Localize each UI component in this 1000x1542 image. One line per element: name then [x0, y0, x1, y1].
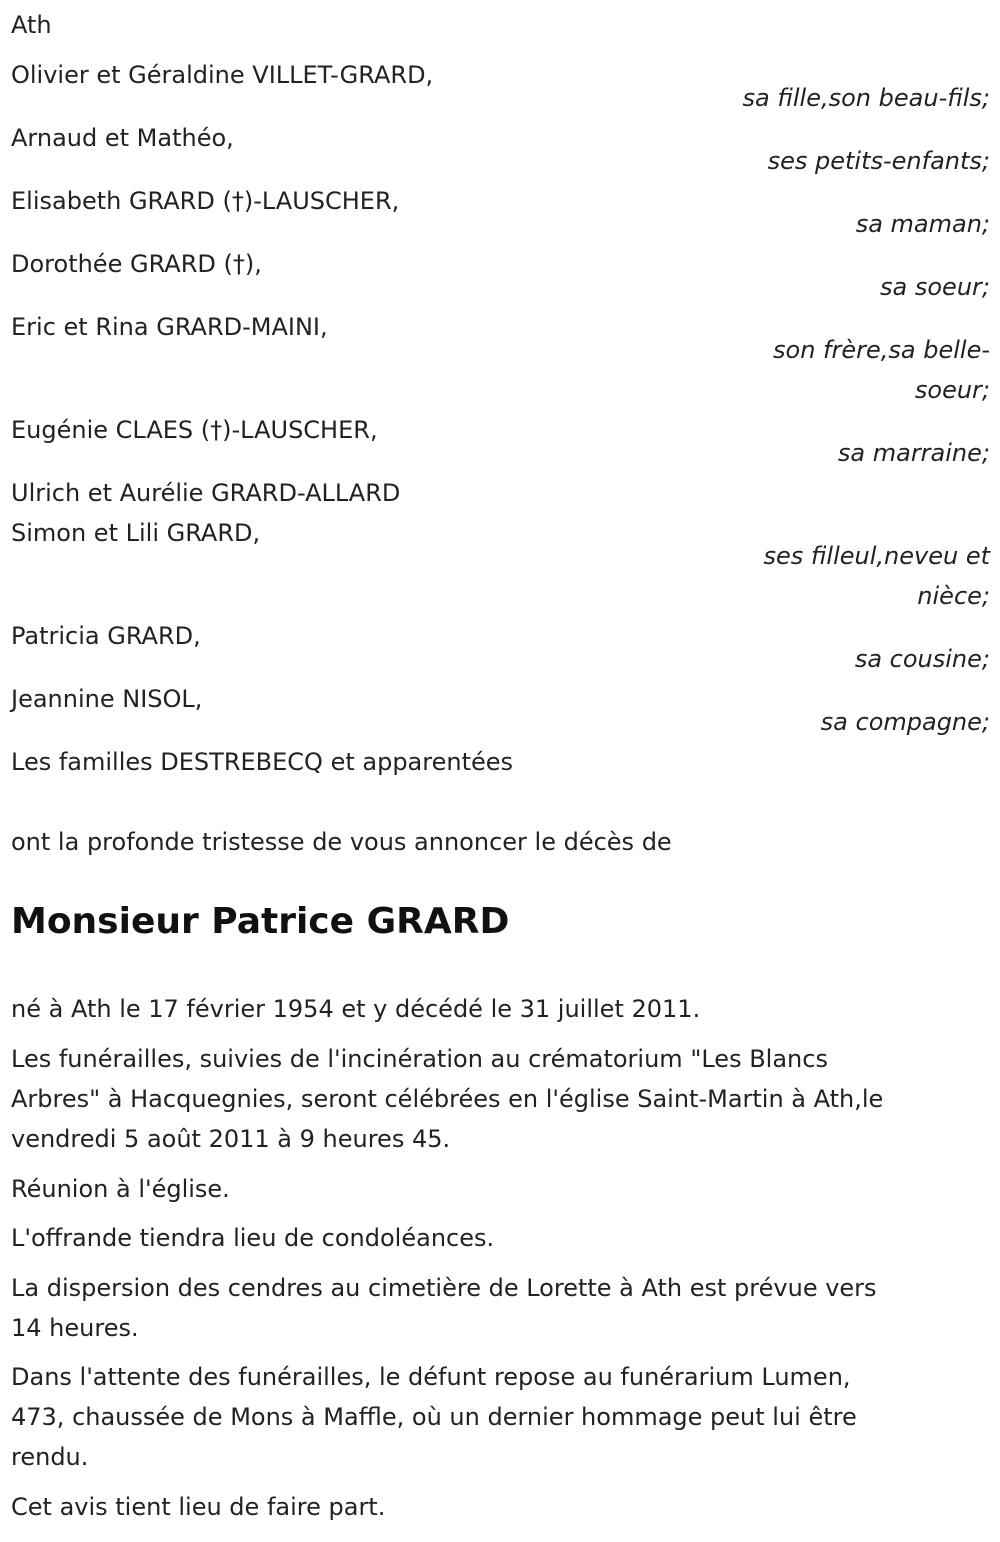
- family-relation: ses petits-enfants;: [767, 147, 990, 175]
- family-name: Olivier et Géraldine VILLET-GRARD,: [11, 61, 434, 89]
- family-relation: sa fille,son beau-fils;: [742, 84, 990, 112]
- family-name: Eric et Rina GRARD-MAINI,: [11, 313, 328, 341]
- funeral-text-line: Les funérailles, suivies de l'incinération au crématorium "Les Blancs: [11, 1045, 828, 1073]
- family-name: Arnaud et Mathéo,: [11, 124, 234, 152]
- families-line: Les familles DESTREBECQ et apparentées: [11, 748, 514, 776]
- family-relation: sa soeur;: [880, 273, 990, 301]
- family-name: Elisabeth GRARD (†)-LAUSCHER,: [11, 187, 400, 215]
- family-relation: sa maman;: [855, 210, 990, 238]
- family-name: Patricia GRARD,: [11, 622, 201, 650]
- rest-line: Dans l'attente des funérailles, le défunt repose au funérarium Lumen,: [11, 1363, 851, 1391]
- offering-line: L'offrande tiendra lieu de condoléances.: [11, 1224, 495, 1252]
- closing-line: Cet avis tient lieu de faire part.: [11, 1493, 386, 1521]
- family-relation: son frère,sa belle-: [773, 336, 990, 364]
- family-relation: sa marraine;: [837, 439, 990, 467]
- family-relation: soeur;: [914, 376, 990, 404]
- family-name: Eugénie CLAES (†)-LAUSCHER,: [11, 416, 378, 444]
- announcement: ont la profonde tristesse de vous annoncer le décès de: [11, 828, 672, 856]
- dispersion-line: 14 heures.: [11, 1314, 139, 1342]
- family-relation: ses filleul,neveu et: [763, 542, 990, 570]
- family-name: Simon et Lili GRARD,: [11, 519, 261, 547]
- deceased-name: Monsieur Patrice GRARD: [11, 901, 510, 942]
- funeral-text-line: Arbres" à Hacquegnies, seront célébrées en l'église Saint-Martin à Ath,le: [11, 1085, 884, 1113]
- family-name: Jeannine NISOL,: [11, 685, 203, 713]
- rest-line: rendu.: [11, 1443, 89, 1471]
- birth-death-line: né à Ath le 17 février 1954 et y décédé le 31 juillet 2011.: [11, 995, 701, 1023]
- family-relation: sa cousine;: [854, 645, 990, 673]
- family-name: Dorothée GRARD (†),: [11, 250, 262, 278]
- family-relation: sa compagne;: [820, 708, 990, 736]
- family-name: Ulrich et Aurélie GRARD-ALLARD: [11, 479, 401, 507]
- rest-line: 473, chaussée de Mons à Maffle, où un dernier hommage peut lui être: [11, 1403, 857, 1431]
- meeting-line: Réunion à l'église.: [11, 1175, 230, 1203]
- funeral-text-line: vendredi 5 août 2011 à 9 heures 45.: [11, 1125, 451, 1153]
- place: Ath: [11, 11, 52, 39]
- dispersion-line: La dispersion des cendres au cimetière de Lorette à Ath est prévue vers: [11, 1274, 877, 1302]
- family-relation: nièce;: [917, 582, 990, 610]
